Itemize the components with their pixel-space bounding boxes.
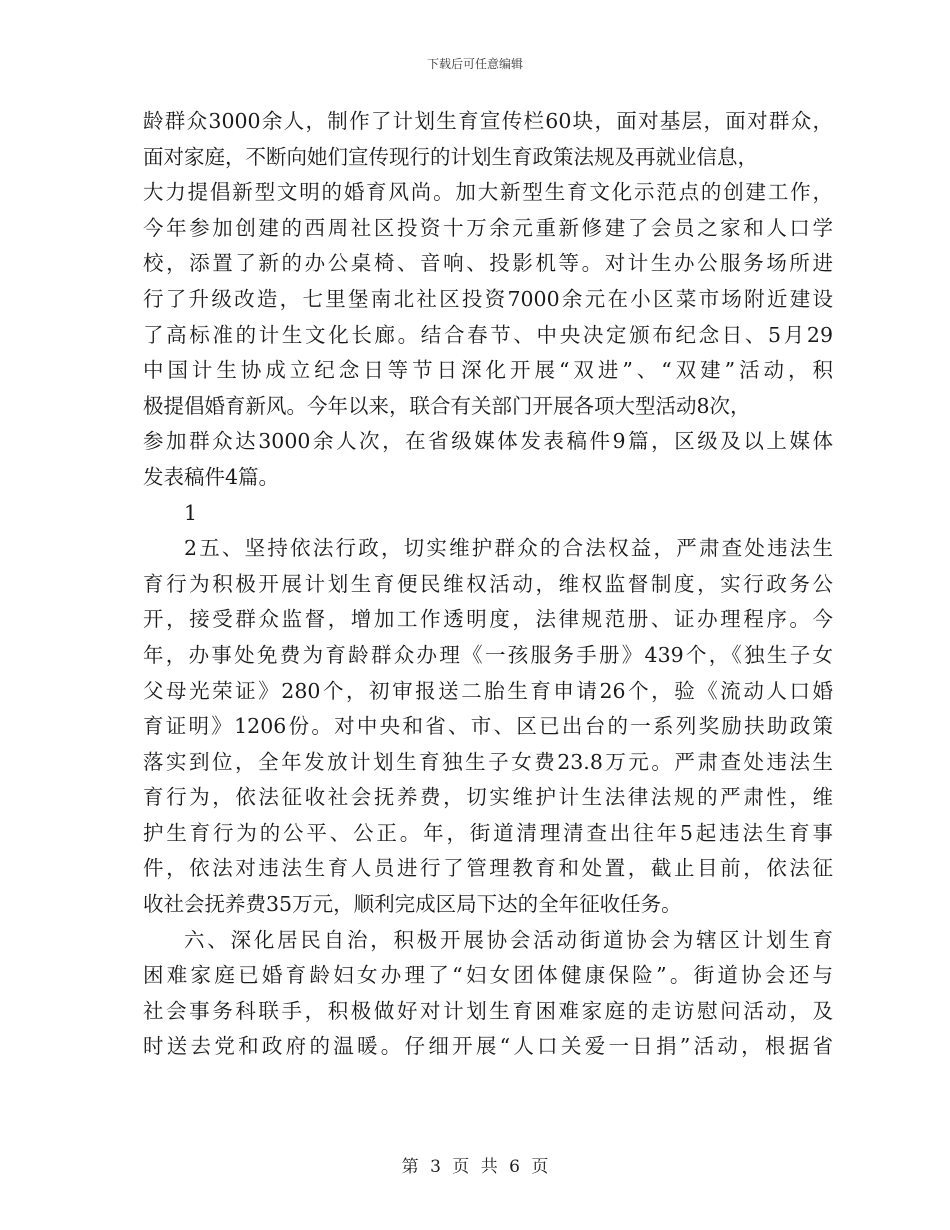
- body-text-line: 落实到位，全年发放计划生育独生子女费23.8万元。严肃查处违法生: [143, 749, 833, 774]
- body-text-line: 时送去党和政府的温暖。仔细开展“人口关爱一日捐”活动，根据省: [143, 1034, 833, 1059]
- body-text-line: 育行为，依法征收社会抚养费，切实维护计生法律法规的严肃性，维: [143, 785, 833, 810]
- body-text-line: 2五、坚持依法行政，切实维护群众的合法权益，严肃查处违法生: [184, 536, 833, 561]
- body-text-line: 校，添置了新的办公桌椅、音响、投影机等。对计生办公服务场所进: [143, 251, 833, 276]
- body-text-line: 发表稿件4篇。: [143, 464, 280, 489]
- body-text-line: 困难家庭已婚育龄妇女办理了“妇女团体健康保险”。街道协会还与: [143, 963, 833, 988]
- body-text-line: 六、深化居民自治，积极开展协会活动街道协会为辖区计划生育: [184, 927, 833, 952]
- body-text-line: 今年参加创建的西周社区投资十万余元重新修建了会员之家和人口学: [143, 215, 833, 240]
- body-text-line: 收社会抚养费35万元，顺利完成区局下达的全年征收任务。: [143, 892, 682, 917]
- document-body: [143, 104, 833, 1065]
- body-text-line: 极提倡婚育新风。今年以来，联合有关部门开展各项大型活动8次，: [143, 393, 751, 418]
- body-text-line: 中国计生协成立纪念日等节日深化开展“双进”、“双建”活动，积: [143, 358, 833, 383]
- body-text-line: 开，接受群众监督，增加工作透明度，法律规范册、证办理程序。今: [143, 607, 833, 632]
- page-header: 下载后可任意编辑: [426, 57, 523, 71]
- body-text-line: 护生育行为的公平、公正。年，街道清理清查出往年5起违法生育事: [143, 820, 833, 845]
- body-text-line: 参加群众达3000余人次，在省级媒体发表稿件9篇，区级及以上媒体: [143, 429, 833, 454]
- body-text-line: 了高标准的计生文化长廊。结合春节、中央决定颁布纪念日、5月29: [143, 322, 833, 347]
- page-footer: 第 3 页 共 6 页: [401, 1157, 549, 1177]
- body-text-line: 行了升级改造，七里堡南北社区投资7000余元在小区菜市场附近建设: [143, 286, 833, 311]
- body-text-line: 大力提倡新型文明的婚育风尚。加大新型生育文化示范点的创建工作，: [143, 180, 833, 205]
- body-text-line: 育证明》1206份。对中央和省、市、区已出台的一系列奖励扶助政策: [143, 714, 833, 739]
- body-text-line: 件，依法对违法生育人员进行了管理教育和处置，截止目前，依法征: [143, 856, 833, 881]
- body-text-line: 龄群众3000余人，制作了计划生育宣传栏60块，面对基层，面对群众，: [143, 109, 833, 133]
- body-text-line: 父母光荣证》280个，初审报送二胎生育申请26个，验《流动人口婚: [143, 678, 833, 703]
- body-text-line: 1: [184, 500, 198, 525]
- body-text-line: 年，办事处免费为育龄群众办理《一孩服务手册》439个，《独生子女: [143, 642, 833, 667]
- body-text-line: 社会事务科联手，积极做好对计划生育困难家庭的走访慰问活动，及: [143, 998, 833, 1023]
- body-text-line: 育行为积极开展计划生育便民维权活动，维权监督制度，实行政务公: [143, 571, 833, 596]
- body-text-line: 面对家庭，不断向她们宣传现行的计划生育政策法规及再就业信息，: [143, 144, 758, 169]
